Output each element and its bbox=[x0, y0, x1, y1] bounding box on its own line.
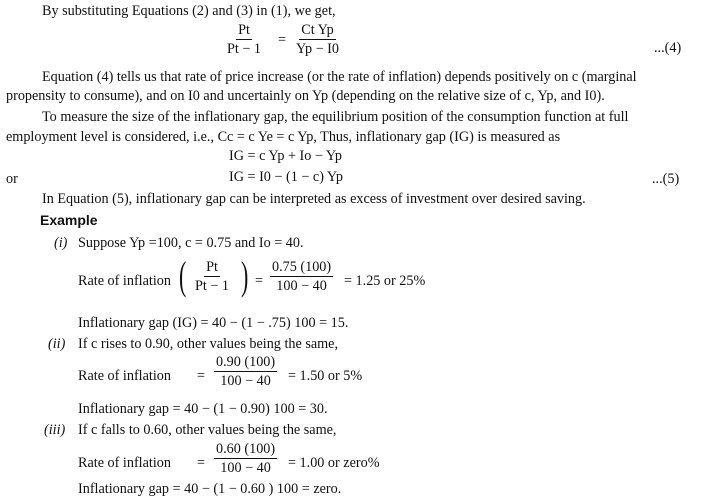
ex1-label: (i) bbox=[54, 235, 68, 251]
ex1-left-paren: ( bbox=[178, 253, 187, 298]
ex3-gap: Inflationary gap = 40 − (1 − 0.60 ) 100 = zero. bbox=[78, 481, 342, 497]
eq4-lhs-numerator: Pt bbox=[236, 23, 252, 40]
eq4-rhs-fraction bbox=[296, 23, 339, 56]
ig-equation-1: IG = c Yp + Io − Yp bbox=[229, 148, 342, 164]
ex1-right-paren: ) bbox=[240, 253, 249, 298]
ex2-denominator: 100 − 40 bbox=[220, 373, 271, 390]
ex2-fraction bbox=[214, 355, 277, 388]
eq4-equals: = bbox=[278, 32, 287, 48]
eq4-lhs-denominator: Pt − 1 bbox=[227, 41, 262, 58]
ex3-text: If c falls to 0.60, other values being the same, bbox=[78, 422, 337, 438]
ex2-result: = 1.50 or 5% bbox=[288, 368, 363, 384]
para2-line2: employment level is considered, i.e., Cc = c Ye = c Yp, Thus, inflationary gap (IG) is measured as bbox=[6, 129, 561, 145]
ex1-equals: = bbox=[255, 273, 264, 289]
ex3-rate-label: Rate of inflation bbox=[78, 455, 171, 471]
para2-line1: To measure the size of the inflationary gap, the equilibrium position of the consumption function at full bbox=[42, 109, 629, 125]
ex2-numerator: 0.90 (100) bbox=[214, 355, 277, 372]
ex3-result: = 1.00 or zero% bbox=[288, 455, 380, 471]
ex1-numerator: 0.75 (100) bbox=[270, 260, 333, 277]
ex3-fraction bbox=[214, 442, 277, 475]
eq4-rhs-numerator: Ct Yp bbox=[299, 23, 335, 40]
ex1-price-numerator: Pt bbox=[204, 260, 220, 277]
para1-line1: Equation (4) tells us that rate of price increase (or the rate of inflation) depends positively on c (marginal bbox=[42, 69, 637, 85]
eq4-lhs-fraction bbox=[227, 23, 261, 56]
ex2-gap: Inflationary gap = 40 − (1 − 0.90) 100 = 30. bbox=[78, 401, 328, 417]
ex3-numerator: 0.60 (100) bbox=[214, 442, 277, 459]
or-label: or bbox=[6, 171, 18, 187]
ex1-result: = 1.25 or 25% bbox=[344, 273, 426, 289]
example-heading: Example bbox=[40, 212, 98, 228]
ex2-text: If c rises to 0.90, other values being the same, bbox=[78, 336, 339, 352]
ex1-fraction bbox=[270, 260, 333, 293]
ig-equation-2: IG = I0 − (1 − c) Yp bbox=[229, 169, 343, 185]
ex1-text: Suppose Yp =100, c = 0.75 and Io = 40. bbox=[78, 235, 304, 251]
ex2-label: (ii) bbox=[48, 336, 66, 352]
ex1-price-denominator: Pt − 1 bbox=[195, 278, 230, 295]
ex1-denominator: 100 − 40 bbox=[276, 278, 327, 295]
ex1-rate-label: Rate of inflation bbox=[78, 273, 171, 289]
ex3-label: (iii) bbox=[44, 422, 66, 438]
eq5-tag: ...(5) bbox=[652, 171, 680, 187]
para1-line2: propensity to consume), and on I0 and uncertainly on Yp (depending on the relative size of c, Yp, and I0). bbox=[6, 88, 605, 104]
ex2-equals: = bbox=[197, 368, 206, 384]
ex1-price-ratio bbox=[195, 260, 229, 293]
intro-line: By substituting Equations (2) and (3) in (1), we get, bbox=[42, 3, 336, 19]
ex3-equals: = bbox=[197, 455, 206, 471]
para3: In Equation (5), inflationary gap can be interpreted as excess of investment over desired saving. bbox=[42, 191, 586, 207]
ex3-denominator: 100 − 40 bbox=[220, 460, 271, 477]
ex1-gap: Inflationary gap (IG) = 40 − (1 − .75) 100 = 15. bbox=[78, 315, 349, 331]
ex2-rate-label: Rate of inflation bbox=[78, 368, 171, 384]
eq4-rhs-denominator: Yp − I0 bbox=[296, 41, 339, 58]
eq4-tag: ...(4) bbox=[654, 40, 682, 56]
